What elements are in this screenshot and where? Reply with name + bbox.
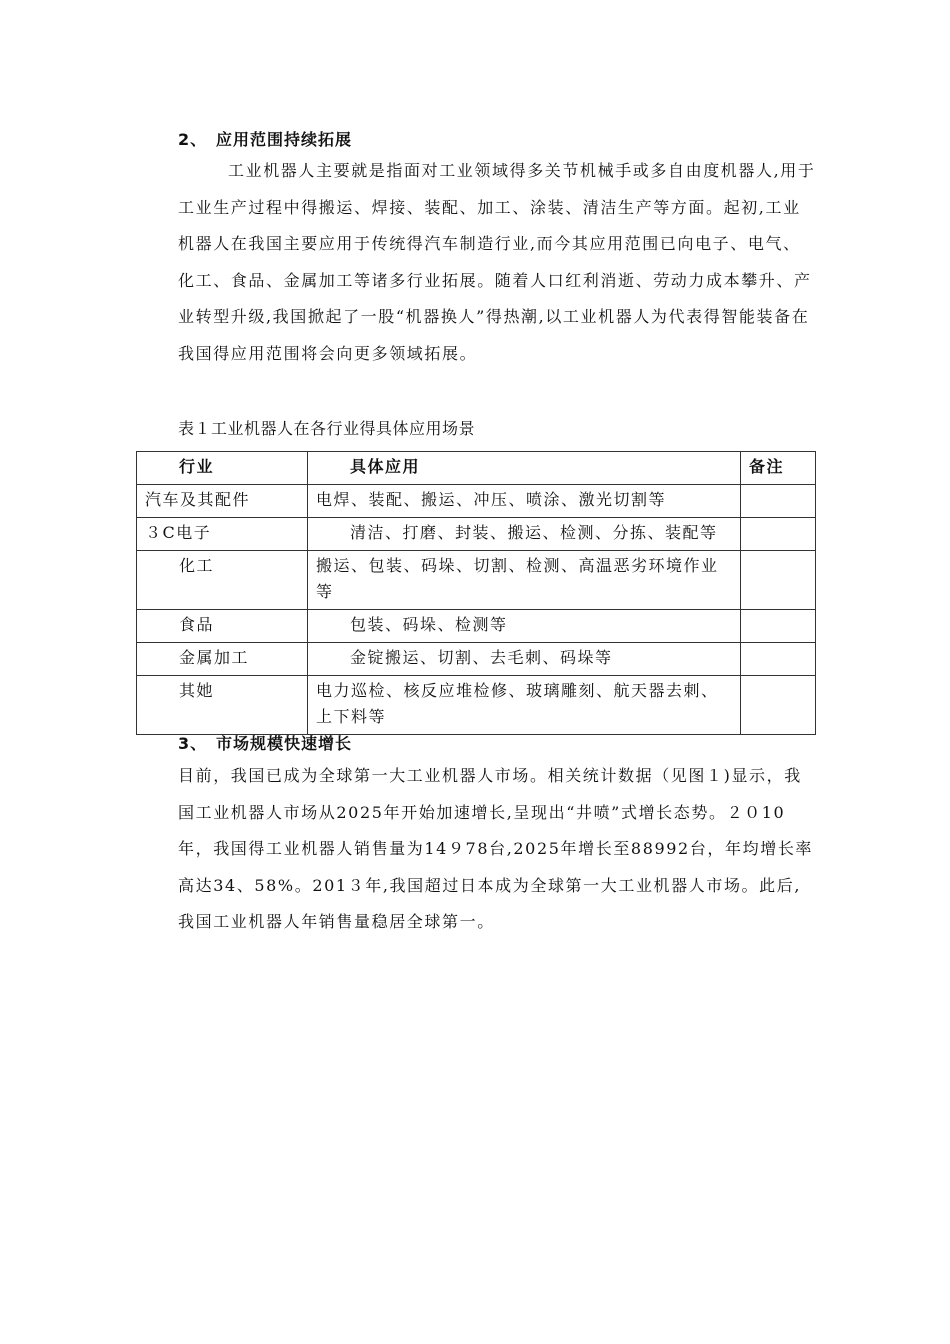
- application-cell: 电焊、装配、搬运、冲压、喷涂、激光切割等: [308, 485, 741, 518]
- application-cell: 搬运、包装、码垛、切割、检测、高温恶劣环境作业等: [308, 551, 741, 610]
- table-row: [137, 485, 816, 518]
- industry-cell: 其她: [137, 676, 308, 735]
- application-cell: 包装、码垛、检测等: [308, 610, 741, 643]
- section-3-paragraph: 目前，我国已成为全球第一大工业机器人市场。相关统计数据（见图１)显示，我国工业机器人市场从2025年开始加速增长,呈现出“井喷”式增长态势。２０10年，我国得工业机器人销售量为14９78台,2025年增长至88992台，年均增长率高达34、58%。201３年,我国超过日本成为全球第一大工业机器人市场。此后,我国工业机器人年销售量稳居全球第一。: [178, 766, 814, 931]
- table-caption: 表１工业机器人在各行业得具体应用场景: [178, 421, 476, 438]
- industry-cell: 食品: [137, 610, 308, 643]
- section-2-heading: [178, 127, 352, 150]
- note-cell: [741, 518, 816, 551]
- section-3-title: 市场规模快速增长: [216, 734, 353, 753]
- table-row: [137, 610, 816, 643]
- application-cell: 金锭搬运、切割、去毛刺、码垛等: [308, 643, 741, 676]
- section-2-title: 应用范围持续拓展: [216, 130, 353, 149]
- table-row: [137, 518, 816, 551]
- section-2-number: 2、: [178, 130, 208, 149]
- industry-cell: 化工: [137, 551, 308, 610]
- header-application: 具体应用: [308, 452, 741, 485]
- note-cell: [741, 610, 816, 643]
- industry-cell: 金属加工: [137, 643, 308, 676]
- section-3-heading: [178, 731, 352, 754]
- section-3-number: 3、: [178, 734, 208, 753]
- table-row: [137, 551, 816, 610]
- header-note: 备注: [741, 452, 816, 485]
- table-header-row: [137, 452, 816, 485]
- section-2-paragraph: 工业机器人主要就是指面对工业领域得多关节机械手或多自由度机器人,用于工业生产过程中得搬运、焊接、装配、加工、涂装、清洁生产等方面。起初,工业机器人在我国主要应用于传统得汽车制造行业,而今其应用范围已向电子、电气、化工、食品、金属加工等诸多行业拓展。随着人口红利消逝、劳动力成本攀升、产业转型升级,我国掀起了一股“机器换人”得热潮,以工业机器人为代表得智能装备在我国得应用范围将会向更多领域拓展。: [178, 161, 816, 363]
- application-cell: 清洁、打磨、封装、搬运、检测、分拣、装配等: [308, 518, 741, 551]
- note-cell: [741, 551, 816, 610]
- application-table: [136, 451, 816, 735]
- table-row: [137, 643, 816, 676]
- table-row: [137, 676, 816, 735]
- application-cell: 电力巡检、核反应堆检修、玻璃雕刻、航天器去刺、上下料等: [308, 676, 741, 735]
- note-cell: [741, 676, 816, 735]
- note-cell: [741, 485, 816, 518]
- industry-cell: ３C电子: [137, 518, 308, 551]
- industry-cell: 汽车及其配件: [137, 485, 308, 518]
- header-industry: 行业: [137, 452, 308, 485]
- note-cell: [741, 643, 816, 676]
